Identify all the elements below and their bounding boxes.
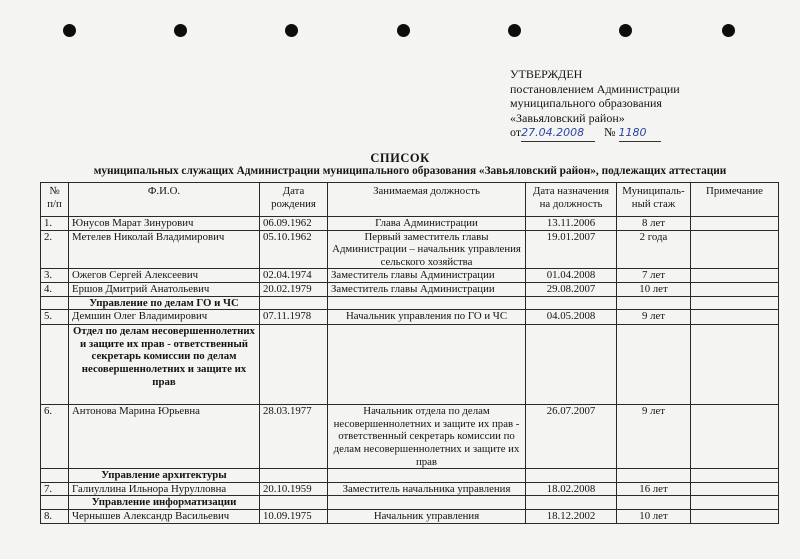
punch-hole — [619, 24, 632, 37]
approval-block — [510, 67, 680, 142]
row-num: 1. — [41, 217, 69, 231]
row-num: 5. — [41, 310, 69, 325]
row-birth: 20.02.1979 — [260, 282, 328, 296]
row-birth: 20.10.1959 — [260, 482, 328, 496]
section-title: Управление информатизации — [69, 496, 260, 510]
row-appointed: 04.05.2008 — [526, 310, 617, 325]
row-tenure: 10 лет — [617, 282, 691, 296]
row-note — [691, 509, 779, 523]
table-row — [41, 310, 779, 325]
table-row — [41, 482, 779, 496]
punch-hole — [722, 24, 735, 37]
row-tenure: 2 года — [617, 230, 691, 269]
approval-line: «Завьяловский район» — [510, 110, 625, 125]
row-position: Заместитель главы Администрации — [328, 282, 526, 296]
row-fio: Метелев Николай Владимирович — [69, 230, 260, 269]
table-row — [41, 269, 779, 283]
row-fio: Ожегов Сергей Алексеевич — [69, 269, 260, 283]
row-position: Заместитель начальника управления — [328, 482, 526, 496]
table-row — [41, 405, 779, 469]
punch-hole — [174, 24, 187, 37]
row-tenure: 8 лет — [617, 217, 691, 231]
row-position: Начальник управления по ГО и ЧС — [328, 310, 526, 325]
approval-heading: УТВЕРЖДЕН — [510, 67, 583, 81]
section-row — [41, 496, 779, 510]
header-appointed: Дата назначения на должность — [526, 183, 617, 217]
row-birth: 06.09.1962 — [260, 217, 328, 231]
row-tenure: 9 лет — [617, 310, 691, 325]
row-fio: Антонова Марина Юрьевна — [69, 405, 260, 469]
document-title: СПИСОК — [370, 151, 430, 165]
row-position: Начальник управления — [328, 509, 526, 523]
section-row — [41, 296, 779, 310]
row-fio: Ершов Дмитрий Анатольевич — [69, 282, 260, 296]
row-note — [691, 282, 779, 296]
row-note — [691, 310, 779, 325]
row-position: Первый заместитель главы Администрации – начальник управления сельского хозяйства — [328, 230, 526, 269]
number-label: № — [604, 125, 616, 140]
punch-hole — [63, 24, 76, 37]
row-note — [691, 217, 779, 231]
row-appointed: 01.04.2008 — [526, 269, 617, 283]
header-fio: Ф.И.О. — [69, 183, 260, 217]
row-tenure: 9 лет — [617, 405, 691, 469]
section-title: Отдел по делам несовершеннолетних и защите их прав - ответственный секретарь комиссии по делам несовершеннолетних и защите их прав — [69, 325, 260, 405]
row-fio: Юнусов Марат Зинурович — [69, 217, 260, 231]
row-num: 8. — [41, 509, 69, 523]
punch-hole — [508, 24, 521, 37]
employees-table — [40, 182, 779, 524]
row-birth: 02.04.1974 — [260, 269, 328, 283]
row-appointed: 29.08.2007 — [526, 282, 617, 296]
row-appointed: 18.12.2002 — [526, 509, 617, 523]
row-tenure: 16 лет — [617, 482, 691, 496]
approval-line: муниципального образования — [510, 96, 662, 111]
row-position: Глава Администрации — [328, 217, 526, 231]
row-birth: 10.09.1975 — [260, 509, 328, 523]
punch-hole — [285, 24, 298, 37]
table-row — [41, 230, 779, 269]
handwritten-date: 27.04.2008 — [521, 126, 595, 142]
page-bottom-edge — [0, 551, 800, 559]
approval-line: постановлением Администрации — [510, 81, 680, 96]
row-num: 7. — [41, 482, 69, 496]
approval-date-line — [510, 125, 680, 142]
table-row — [41, 217, 779, 231]
handwritten-number: 1180 — [619, 126, 661, 142]
row-num: 3. — [41, 269, 69, 283]
row-fio: Демшин Олег Владимирович — [69, 310, 260, 325]
table-row — [41, 509, 779, 523]
row-note — [691, 482, 779, 496]
header-position: Занимаемая должность — [328, 183, 526, 217]
section-row — [41, 325, 779, 405]
document-subtitle: муниципальных служащих Администрации муниципального образования «Завьяловский район», подлежащих аттестации — [93, 165, 727, 177]
row-appointed: 19.01.2007 — [526, 230, 617, 269]
header-tenure: Муниципаль-ный стаж — [617, 183, 691, 217]
header-num: № п/п — [41, 183, 69, 217]
row-num: 4. — [41, 282, 69, 296]
row-position: Заместитель главы Администрации — [328, 269, 526, 283]
section-title: Управление по делам ГО и ЧС — [69, 296, 260, 310]
row-num: 2. — [41, 230, 69, 269]
row-birth: 05.10.1962 — [260, 230, 328, 269]
table-header-row — [41, 183, 779, 217]
row-fio: Галиуллина Ильнора Нурулловна — [69, 482, 260, 496]
from-label: от — [510, 125, 522, 140]
row-birth: 07.11.1978 — [260, 310, 328, 325]
header-note: Примечание — [691, 183, 779, 217]
section-row — [41, 469, 779, 483]
row-note — [691, 405, 779, 469]
row-note — [691, 269, 779, 283]
row-appointed: 13.11.2006 — [526, 217, 617, 231]
section-title: Управление архитектуры — [69, 469, 260, 483]
row-note — [691, 230, 779, 269]
row-appointed: 26.07.2007 — [526, 405, 617, 469]
row-position: Начальник отдела по делам несовершеннолетних и защите их прав - ответственный секретарь комиссии по делам несовершеннолетних и защите их прав — [328, 405, 526, 469]
row-num: 6. — [41, 405, 69, 469]
row-fio: Чернышев Александр Васильевич — [69, 509, 260, 523]
row-birth: 28.03.1977 — [260, 405, 328, 469]
table-row — [41, 282, 779, 296]
row-tenure: 10 лет — [617, 509, 691, 523]
header-birth: Дата рождения — [260, 183, 328, 217]
punch-hole — [397, 24, 410, 37]
row-appointed: 18.02.2008 — [526, 482, 617, 496]
row-tenure: 7 лет — [617, 269, 691, 283]
